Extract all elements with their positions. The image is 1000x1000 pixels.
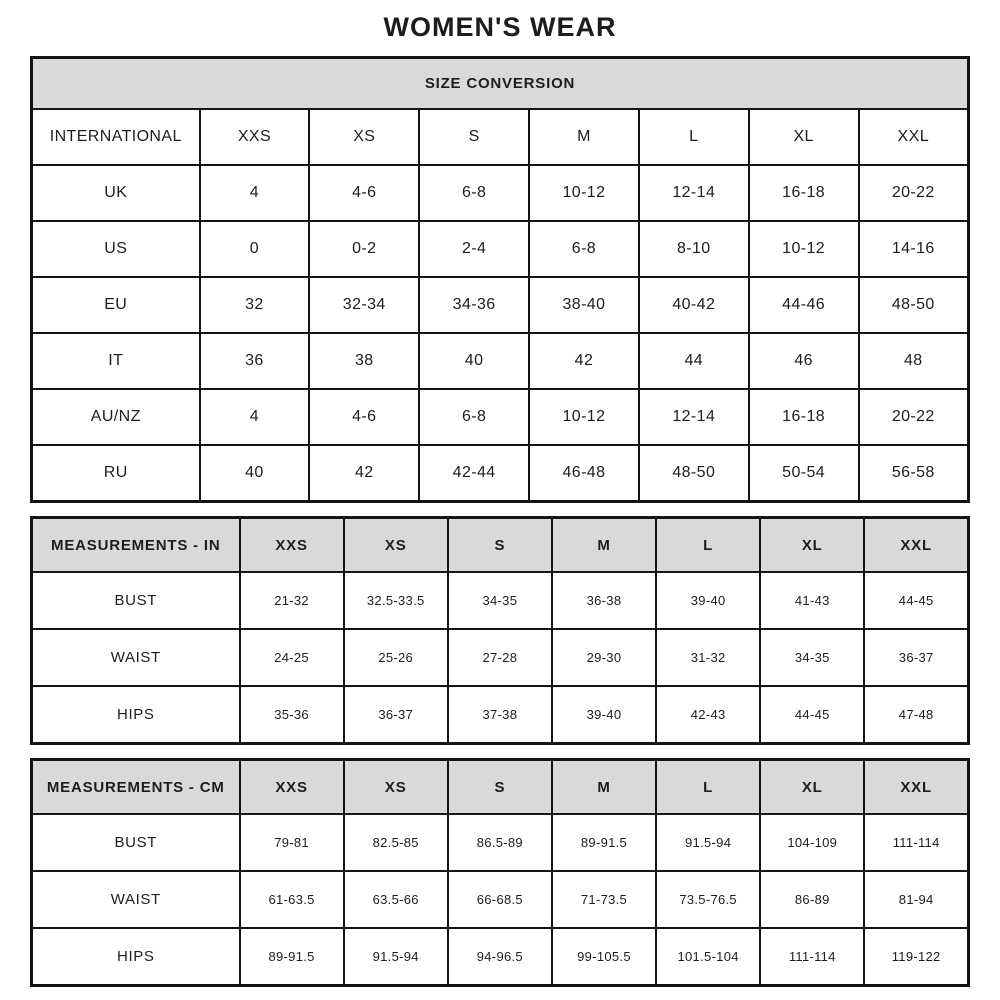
measurements-in-row (32, 686, 969, 744)
measurement-value-cell: 34-35 (760, 629, 864, 686)
size-value-cell: 42 (309, 445, 419, 502)
size-value-cell: 6-8 (529, 221, 639, 277)
measurement-value-cell: 29-30 (552, 629, 656, 686)
measurement-value-cell: 94-96.5 (448, 928, 552, 986)
size-value-cell: 16-18 (749, 165, 859, 221)
measurements-cm-title: MEASUREMENTS - CM (32, 760, 240, 815)
measurement-value-cell: 39-40 (656, 572, 760, 629)
size-value-cell: 56-58 (859, 445, 969, 502)
region-label-cell: IT (32, 333, 200, 389)
measurement-value-cell: 36-37 (344, 686, 448, 744)
size-value-cell: M (529, 109, 639, 165)
size-value-cell: 46-48 (529, 445, 639, 502)
measurement-value-cell: 119-122 (864, 928, 968, 986)
measurement-value-cell: 111-114 (760, 928, 864, 986)
size-conversion-row (32, 165, 969, 221)
size-header-cell: XL (760, 760, 864, 815)
measurement-value-cell: 32.5-33.5 (344, 572, 448, 629)
size-conversion-body (32, 109, 969, 502)
size-value-cell: 0 (200, 221, 310, 277)
size-value-cell: 10-12 (529, 389, 639, 445)
measurements-cm-row (32, 814, 969, 871)
size-value-cell: 2-4 (419, 221, 529, 277)
size-conversion-title: SIZE CONVERSION (32, 58, 969, 110)
measurement-value-cell: 36-38 (552, 572, 656, 629)
size-value-cell: 4 (200, 165, 310, 221)
measurement-value-cell: 111-114 (864, 814, 968, 871)
size-value-cell: 48-50 (639, 445, 749, 502)
measurements-cm-row (32, 871, 969, 928)
measurement-value-cell: 36-37 (864, 629, 968, 686)
size-header-cell: S (448, 760, 552, 815)
size-value-cell: 6-8 (419, 165, 529, 221)
size-value-cell: 42-44 (419, 445, 529, 502)
size-value-cell: 6-8 (419, 389, 529, 445)
measurement-value-cell: 37-38 (448, 686, 552, 744)
measurement-value-cell: 25-26 (344, 629, 448, 686)
measurement-value-cell: 63.5-66 (344, 871, 448, 928)
region-label-cell: EU (32, 277, 200, 333)
size-header-cell: XXL (864, 518, 968, 573)
measurement-value-cell: 47-48 (864, 686, 968, 744)
size-conversion-table (30, 56, 970, 503)
measurement-value-cell: 79-81 (240, 814, 344, 871)
size-value-cell: XXS (200, 109, 310, 165)
measurement-label-cell: HIPS (32, 928, 240, 986)
size-value-cell: 0-2 (309, 221, 419, 277)
size-conversion-row (32, 445, 969, 502)
measurement-value-cell: 44-45 (760, 686, 864, 744)
size-value-cell: 34-36 (419, 277, 529, 333)
measurement-value-cell: 39-40 (552, 686, 656, 744)
measurement-value-cell: 89-91.5 (240, 928, 344, 986)
size-header-cell: L (656, 518, 760, 573)
size-value-cell: 12-14 (639, 165, 749, 221)
page-title: WOMEN'S WEAR (383, 12, 617, 42)
measurement-label-cell: BUST (32, 572, 240, 629)
size-value-cell: 16-18 (749, 389, 859, 445)
size-value-cell: 40 (200, 445, 310, 502)
measurements-in-title: MEASUREMENTS - IN (32, 518, 240, 573)
size-header-cell: L (656, 760, 760, 815)
measurement-value-cell: 101.5-104 (656, 928, 760, 986)
size-conversion-row (32, 109, 969, 165)
size-chart-page (30, 0, 970, 987)
measurement-value-cell: 89-91.5 (552, 814, 656, 871)
size-value-cell: XXL (859, 109, 969, 165)
size-header-cell: M (552, 760, 656, 815)
size-value-cell: 10-12 (529, 165, 639, 221)
size-value-cell: 14-16 (859, 221, 969, 277)
measurement-value-cell: 42-43 (656, 686, 760, 744)
measurement-value-cell: 86.5-89 (448, 814, 552, 871)
size-value-cell: 4-6 (309, 165, 419, 221)
measurements-cm-row (32, 928, 969, 986)
size-value-cell: 20-22 (859, 389, 969, 445)
region-label-cell: US (32, 221, 200, 277)
measurement-value-cell: 66-68.5 (448, 871, 552, 928)
measurement-value-cell: 35-36 (240, 686, 344, 744)
size-value-cell: 42 (529, 333, 639, 389)
size-conversion-row (32, 277, 969, 333)
measurement-value-cell: 44-45 (864, 572, 968, 629)
measurement-value-cell: 61-63.5 (240, 871, 344, 928)
measurement-label-cell: WAIST (32, 629, 240, 686)
size-conversion-caption-row (32, 58, 969, 110)
measurement-label-cell: HIPS (32, 686, 240, 744)
measurement-value-cell: 99-105.5 (552, 928, 656, 986)
size-value-cell: 4 (200, 389, 310, 445)
size-conversion-row (32, 333, 969, 389)
measurement-value-cell: 31-32 (656, 629, 760, 686)
size-value-cell: 50-54 (749, 445, 859, 502)
measurements-in-body (32, 572, 969, 744)
measurement-label-cell: BUST (32, 814, 240, 871)
region-label-cell: AU/NZ (32, 389, 200, 445)
size-value-cell: L (639, 109, 749, 165)
size-header-cell: XXL (864, 760, 968, 815)
size-value-cell: S (419, 109, 529, 165)
size-value-cell: 4-6 (309, 389, 419, 445)
size-value-cell: XL (749, 109, 859, 165)
size-header-cell: XS (344, 760, 448, 815)
size-conversion-row (32, 389, 969, 445)
size-header-cell: XXS (240, 518, 344, 573)
measurement-label-cell: WAIST (32, 871, 240, 928)
size-value-cell: 48 (859, 333, 969, 389)
region-label-cell: UK (32, 165, 200, 221)
measurements-in-row (32, 629, 969, 686)
size-value-cell: 46 (749, 333, 859, 389)
measurements-cm-table (30, 758, 970, 987)
measurement-value-cell: 21-32 (240, 572, 344, 629)
measurement-value-cell: 81-94 (864, 871, 968, 928)
size-value-cell: 48-50 (859, 277, 969, 333)
size-header-cell: S (448, 518, 552, 573)
measurement-value-cell: 82.5-85 (344, 814, 448, 871)
measurement-value-cell: 71-73.5 (552, 871, 656, 928)
size-value-cell: XS (309, 109, 419, 165)
measurement-value-cell: 91.5-94 (344, 928, 448, 986)
size-value-cell: 40-42 (639, 277, 749, 333)
size-value-cell: 44 (639, 333, 749, 389)
size-value-cell: 32 (200, 277, 310, 333)
size-header-cell: XL (760, 518, 864, 573)
size-value-cell: 44-46 (749, 277, 859, 333)
size-header-cell: XXS (240, 760, 344, 815)
size-value-cell: 38 (309, 333, 419, 389)
measurement-value-cell: 86-89 (760, 871, 864, 928)
size-value-cell: 10-12 (749, 221, 859, 277)
measurements-cm-body (32, 814, 969, 986)
size-value-cell: 12-14 (639, 389, 749, 445)
measurement-value-cell: 73.5-76.5 (656, 871, 760, 928)
size-value-cell: 32-34 (309, 277, 419, 333)
region-label-cell: INTERNATIONAL (32, 109, 200, 165)
size-header-cell: M (552, 518, 656, 573)
size-value-cell: 40 (419, 333, 529, 389)
measurement-value-cell: 104-109 (760, 814, 864, 871)
measurement-value-cell: 41-43 (760, 572, 864, 629)
measurements-in-header-row (32, 518, 969, 573)
size-header-cell: XS (344, 518, 448, 573)
region-label-cell: RU (32, 445, 200, 502)
measurement-value-cell: 91.5-94 (656, 814, 760, 871)
size-value-cell: 36 (200, 333, 310, 389)
size-value-cell: 38-40 (529, 277, 639, 333)
measurements-cm-header-row (32, 760, 969, 815)
measurement-value-cell: 27-28 (448, 629, 552, 686)
size-value-cell: 8-10 (639, 221, 749, 277)
measurement-value-cell: 34-35 (448, 572, 552, 629)
size-value-cell: 20-22 (859, 165, 969, 221)
measurements-in-row (32, 572, 969, 629)
measurement-value-cell: 24-25 (240, 629, 344, 686)
measurements-in-table (30, 516, 970, 745)
size-conversion-row (32, 221, 969, 277)
